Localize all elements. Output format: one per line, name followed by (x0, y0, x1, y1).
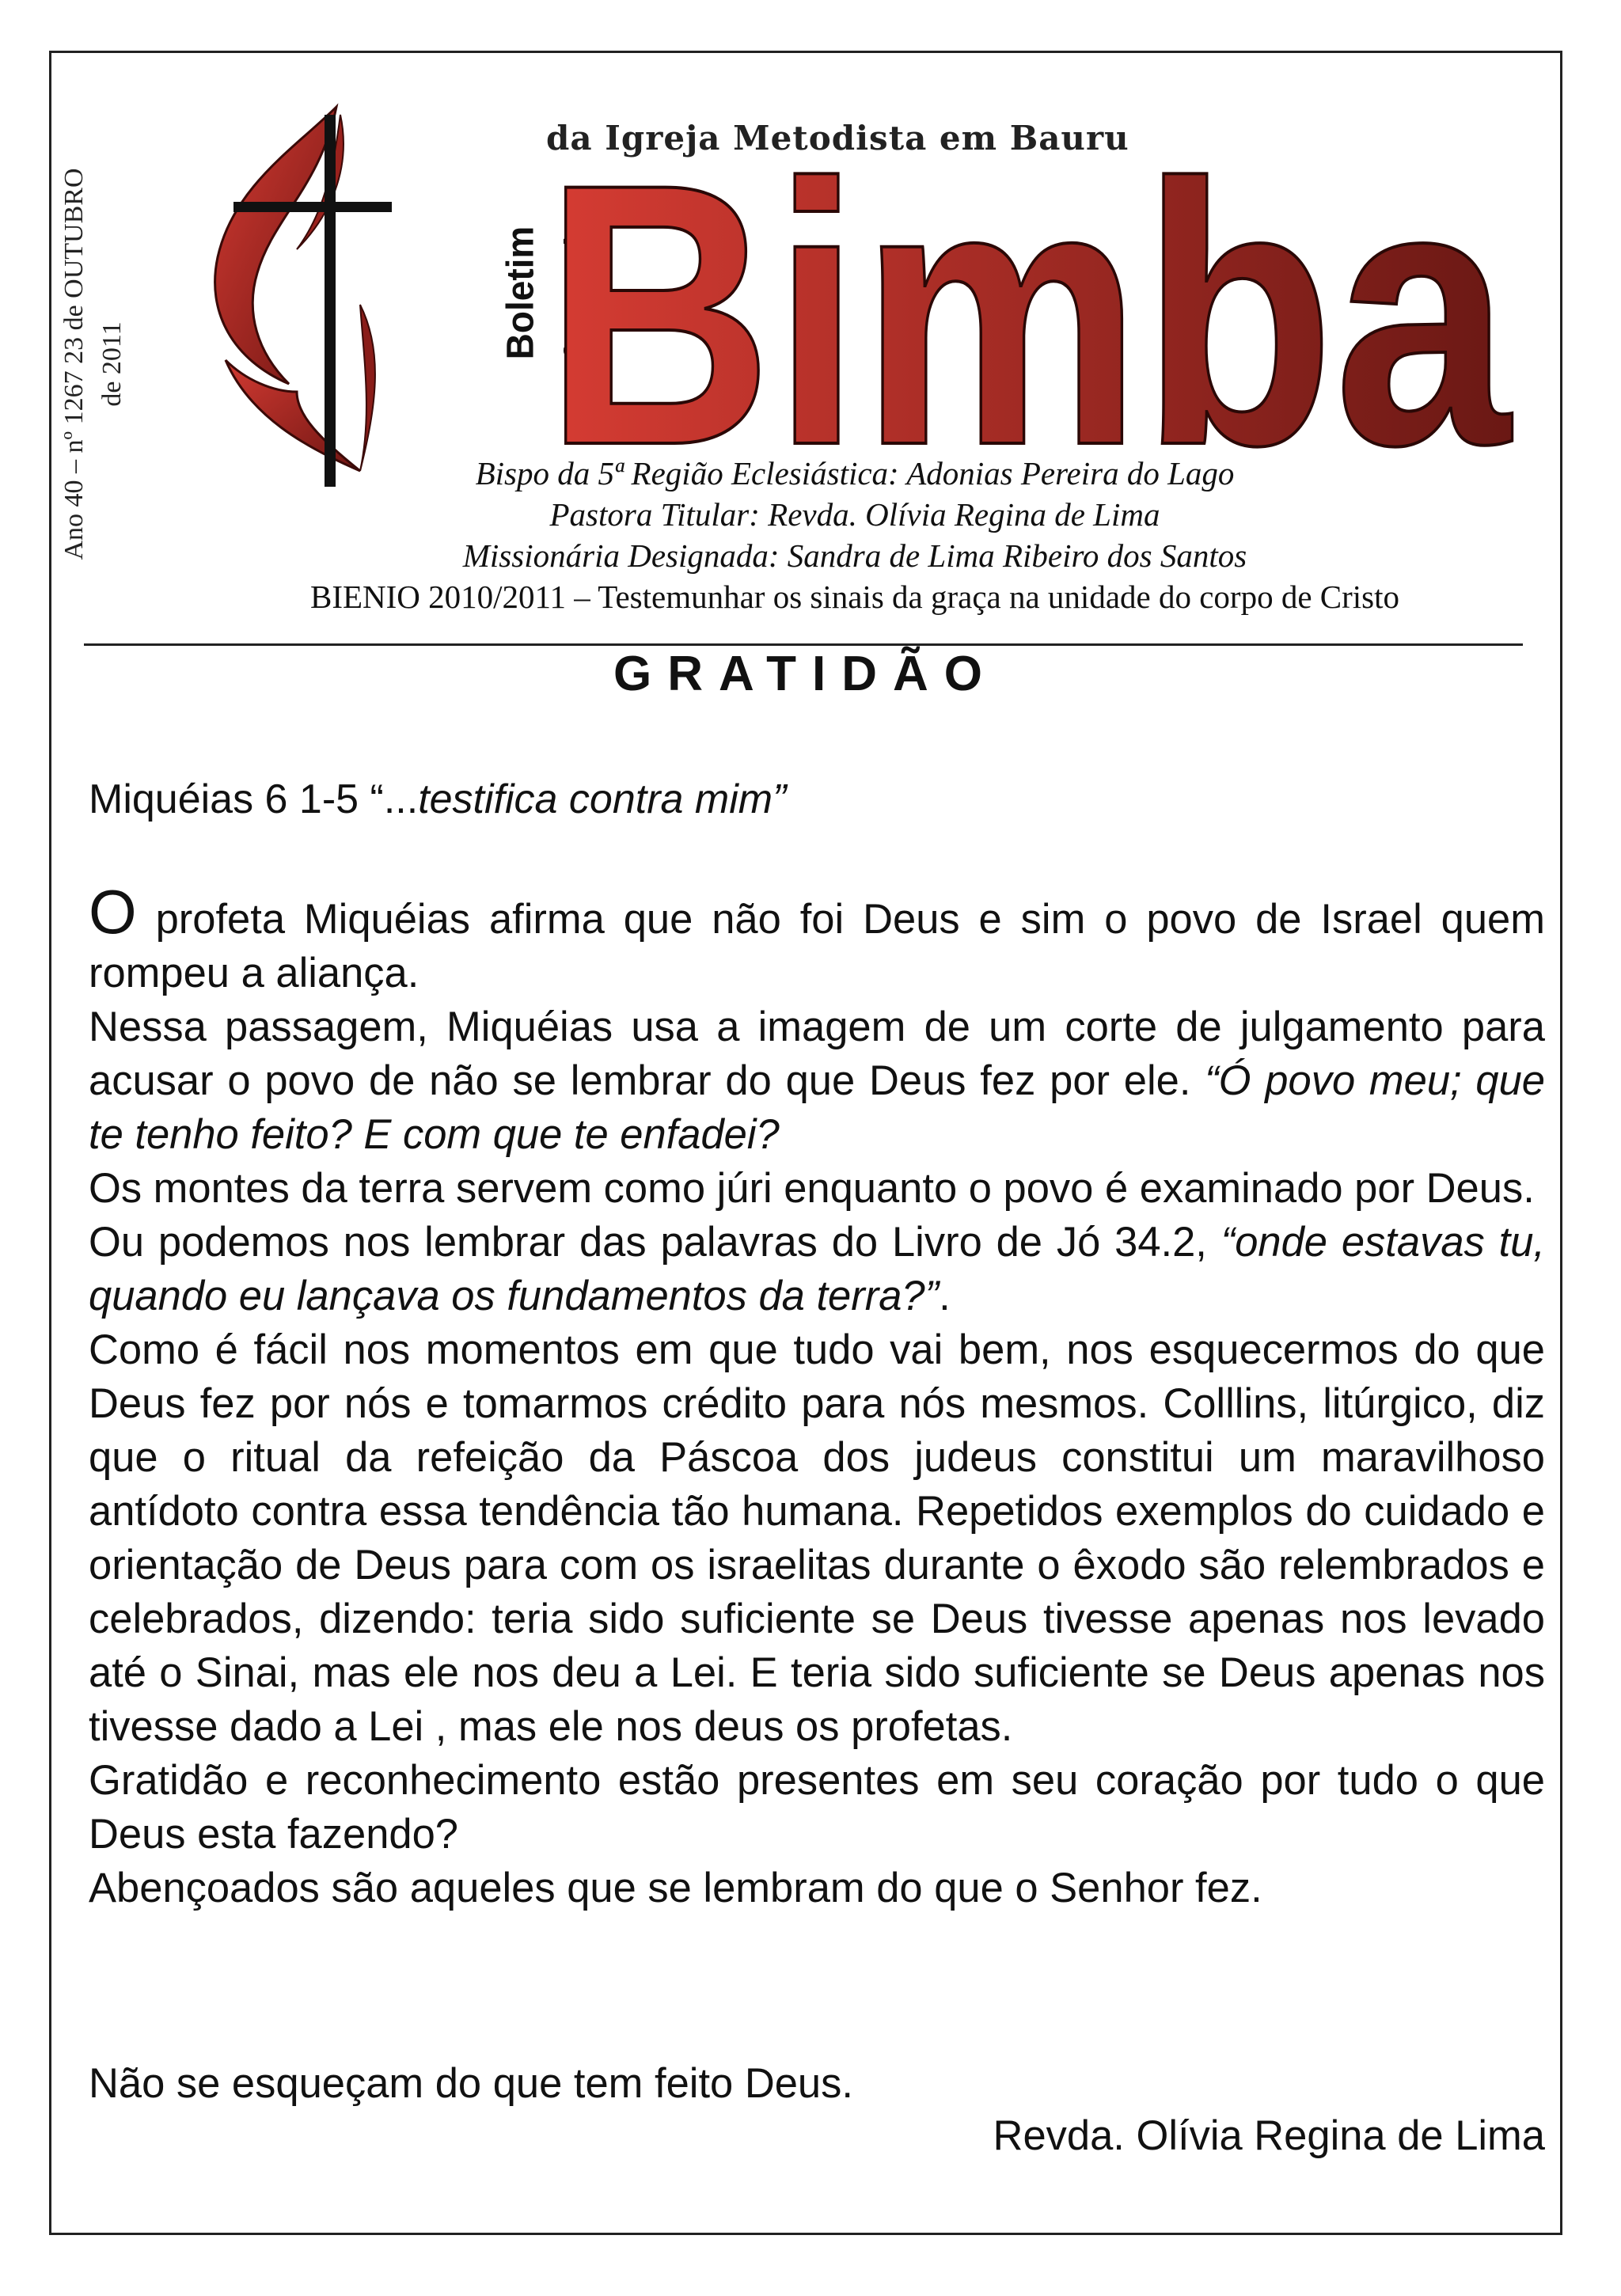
closing-line: Não se esqueçam do que tem feito Deus. (89, 2060, 853, 2107)
boletim-label: Boletim Informativo (498, 193, 600, 393)
edition-info (55, 131, 214, 598)
reference-book: Miquéias 6 1-5 “... (89, 776, 419, 822)
paragraph-2: Nessa passagem, Miquéias usa a imagem de um corte de julgamento para acusar o povo de não se lembrar do que Deus fez por ele. “Ó povo meu; que te tenho feito? E com que te enfadei? (89, 1004, 1545, 1158)
quote-job: “onde estavas tu, quando eu lançava os fundamentos da terra?” (89, 1219, 1545, 1319)
article-title: GRATIDÃO (613, 647, 999, 701)
paragraph-5: Como é fácil nos momentos em que tudo vai bem, nos esquecermos do que Deus fez por nós e tomarmos crédito para nós mesmos. Colllins, litúrgico, diz que o ritual da refeição da Páscoa dos judeus constitui um maravilhoso antídoto contra essa tendência tão humana. Repetidos exemplos do cuidado e orientação de Deus para com os israelitas durante o êxodo são relembrados e celebrados, dizendo: teria sido suficiente se Deus tivesse apenas nos levado até o Sinai, mas ele nos deu a Lei. E teria sido suficiente se Deus apenas nos tivesse dado a Lei , mas ele nos deus os profetas. (89, 1326, 1545, 1750)
signature: Revda. Olívia Regina de Lima (993, 2112, 1545, 2159)
official-missionary: Missionária Designada: Sandra de Lima Ribeiro dos Santos (462, 537, 1247, 574)
brand-title-text: Bimba (545, 158, 1513, 459)
edition-line-2: de 2011 (97, 321, 127, 407)
paragraph-7: Abençoados são aqueles que se lembram do que o Senhor fez. (89, 1865, 1262, 1911)
article-body (89, 877, 1545, 1915)
reference-quote: testifica contra mim” (418, 776, 787, 822)
paragraph-1: O profeta Miquéias afirma que não foi Deus e sim o povo de Israel quem rompeu a aliança. (89, 877, 1545, 996)
bienio-motto: BIENIO 2010/2011 – Testemunhar os sinais da graça na unidade do corpo de Cristo (309, 579, 1400, 615)
officials-list (222, 453, 1488, 576)
paragraph-3: Os montes da terra servem como júri enquanto o povo é examinado por Deus. (89, 1165, 1535, 1212)
official-bishop: Bispo da 5ª Região Eclesiástica: Adonias Pereira do Lago (475, 455, 1235, 491)
edition-line-1: Ano 40 – nº 1267 23 de OUTUBRO (59, 168, 89, 560)
scripture-reference (89, 774, 1513, 825)
paragraph-6: Gratidão e reconhecimento estão presentes em seu coração por tudo o que Deus esta fazendo? (89, 1757, 1545, 1858)
brand-title (538, 158, 1520, 459)
paragraph-4: Ou podemos nos lembrar das palavras do Livro de Jó 34.2, “onde estavas tu, quando eu lançava os fundamentos da terra?”. (89, 1219, 1545, 1319)
lead-cap: O (89, 877, 137, 947)
quote-micah: “Ó povo meu; que te tenho feito? E com que te enfadei? (89, 1057, 1545, 1158)
official-pastor: Pastora Titular: Revda. Olívia Regina de Lima (549, 496, 1160, 533)
church-label: da Igreja Metodista em Bauru (546, 119, 1129, 157)
cross-and-flame-icon (202, 99, 408, 495)
